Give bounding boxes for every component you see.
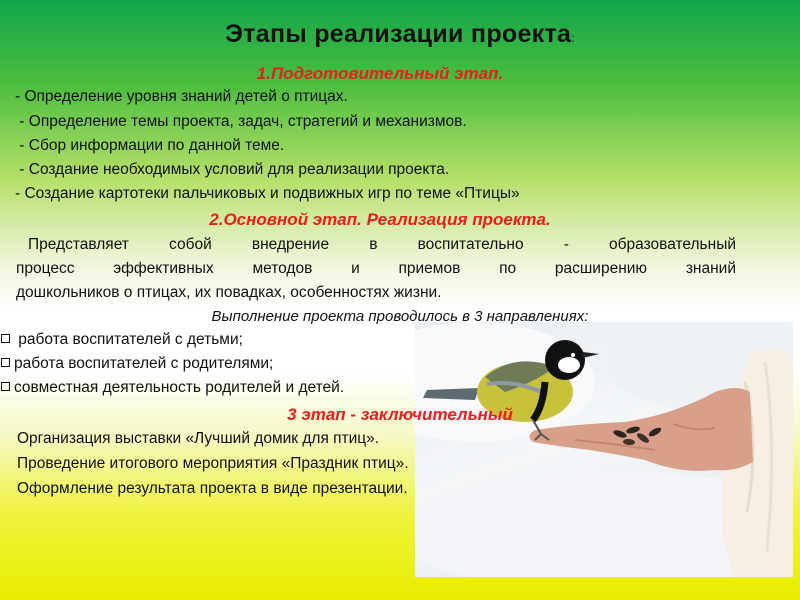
stage3-item: Организация выставки «Лучший домик для птиц».: [17, 430, 380, 447]
checkbox-bullet-icon: [1, 382, 10, 391]
stage3-heading: 3 этап - заключительный: [287, 405, 513, 424]
checkbox-bullet-icon: [1, 334, 10, 343]
stage1-item: - Определение уровня знаний детей о птицах.: [15, 88, 348, 105]
stage1-item: - Создание картотеки пальчиковых и подвижных игр по теме «Птицы»: [15, 185, 520, 202]
stage1-heading: 1.Подготовительный этап.: [256, 64, 504, 83]
checkbox-bullet-icon: [1, 358, 10, 367]
stage2-paragraph-line: процесс эффективных методов и приемов по расширению знаний: [16, 260, 736, 277]
stage3-item: Оформление результата проекта в виде презентации.: [17, 480, 408, 497]
direction-item: совместная деятельность родителей и детей.: [1, 379, 344, 397]
stage1-item: - Сбор информации по данной теме.: [15, 137, 285, 154]
stage2-paragraph-line: дошкольников о птицах, их повадках, особенностях жизни.: [16, 284, 442, 301]
stage2-paragraph-line: Представляет собой внедрение в воспитательно - образовательный: [28, 236, 736, 253]
page-title: Этапы реализации проекта:: [225, 20, 575, 48]
direction-item: работа воспитателей с родителями;: [1, 355, 273, 373]
stage1-item: - Создание необходимых условий для реализации проекта.: [15, 161, 450, 178]
titmouse-on-hand-illustration: [415, 322, 793, 577]
direction-item: работа воспитателей с детьми;: [1, 331, 243, 349]
stage3-item: Проведение итогового мероприятия «Праздник птиц».: [17, 455, 409, 472]
bird-photo: [415, 322, 793, 577]
stage2-heading: 2.Основной этап. Реализация проекта.: [209, 210, 551, 229]
stage1-item: - Определение темы проекта, задач, стратегий и механизмов.: [15, 113, 467, 130]
directions-intro: Выполнение проекта проводилось в 3 направлениях:: [211, 308, 589, 325]
